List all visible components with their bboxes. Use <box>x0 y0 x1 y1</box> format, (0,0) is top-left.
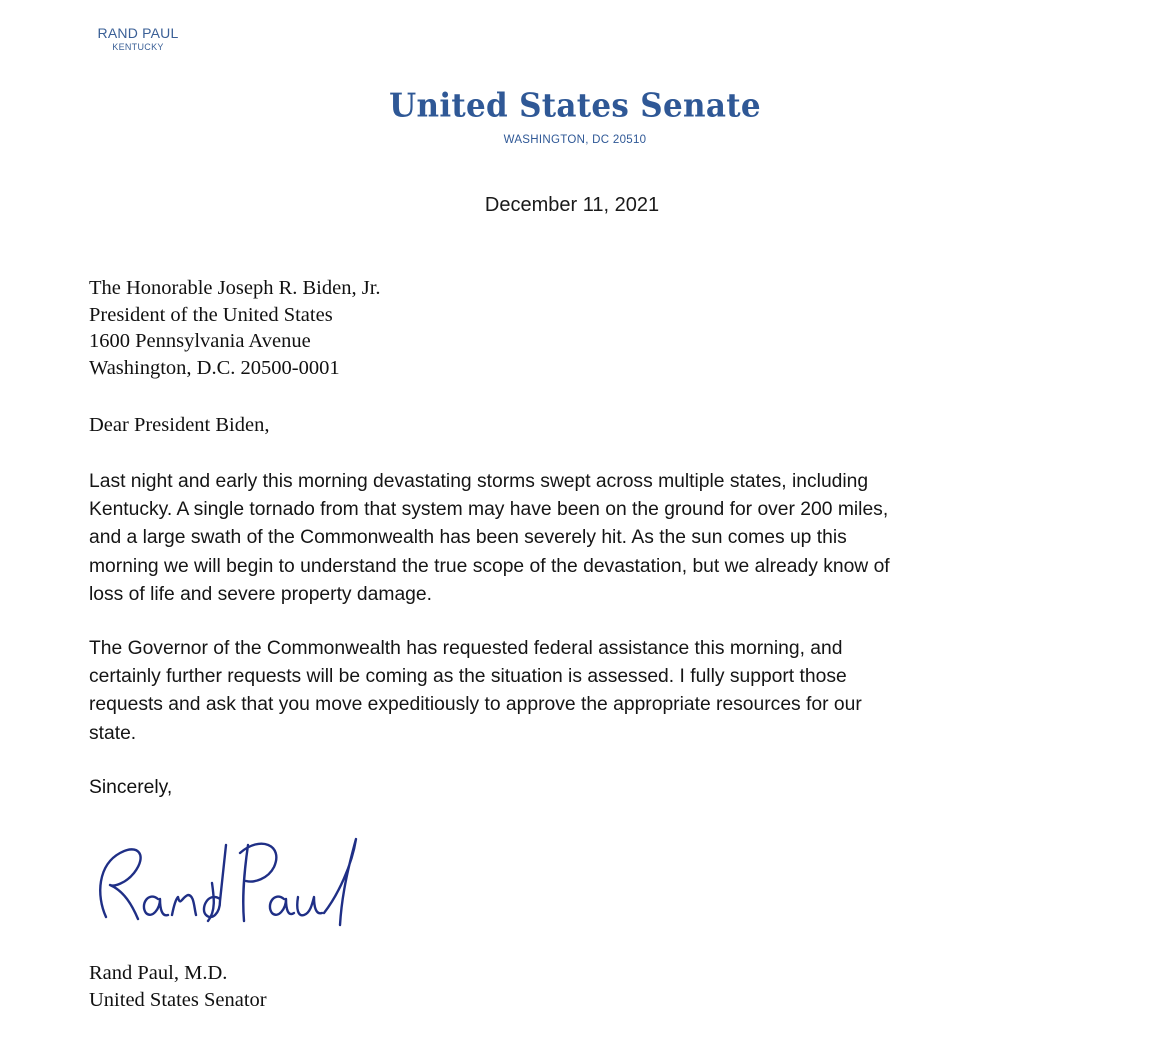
paragraph-line: and a large swath of the Commonwealth has been severely hit. As the sun comes up this <box>89 527 847 549</box>
signer-name: Rand Paul, M.D. <box>89 962 228 984</box>
senate-address: WASHINGTON, DC 20510 <box>503 134 647 146</box>
recipient-line: Washington, D.C. 20500-0001 <box>89 357 340 380</box>
paragraph-line: requests and ask that you move expeditiously to approve the appropriate resources for our <box>89 694 862 716</box>
senate-title: United States Senate <box>389 86 761 126</box>
sender-name: RAND PAUL <box>97 25 179 41</box>
letter-date: December 11, 2021 <box>484 194 660 216</box>
paragraph-line: morning we will begin to understand the true scope of the devastation, but we already know of <box>89 555 890 577</box>
paragraph-line: Kentucky. A single tornado from that system may have been on the ground for over 200 miles, <box>89 499 889 521</box>
paragraph-line: Last night and early this morning devastating storms swept across multiple states, including <box>89 471 869 492</box>
letterhead <box>0 86 1150 148</box>
body-paragraph-1 <box>89 468 1079 609</box>
handwritten-signature <box>88 825 378 935</box>
paragraph-line: certainly further requests will be coming as the situation is assessed. I fully support those <box>89 666 847 688</box>
paragraph-line: state. <box>89 722 137 744</box>
closing: Sincerely, <box>89 777 173 798</box>
signer-block <box>89 960 267 1014</box>
salutation: Dear President Biden, <box>89 414 270 436</box>
paragraph-line: loss of life and severe property damage. <box>89 583 432 605</box>
recipient-line: The Honorable Joseph R. Biden, Jr. <box>89 277 381 299</box>
recipient-address <box>89 275 381 382</box>
paragraph-line: The Governor of the Commonwealth has requested federal assistance this morning, and <box>89 638 843 659</box>
signer-title: United States Senator <box>89 989 267 1011</box>
sender-block <box>88 24 188 53</box>
signature-drawing <box>88 825 378 935</box>
recipient-line: 1600 Pennsylvania Avenue <box>89 330 311 353</box>
sender-state: KENTUCKY <box>112 42 164 52</box>
body-paragraph-2 <box>89 635 1079 748</box>
recipient-line: President of the United States <box>89 303 333 326</box>
